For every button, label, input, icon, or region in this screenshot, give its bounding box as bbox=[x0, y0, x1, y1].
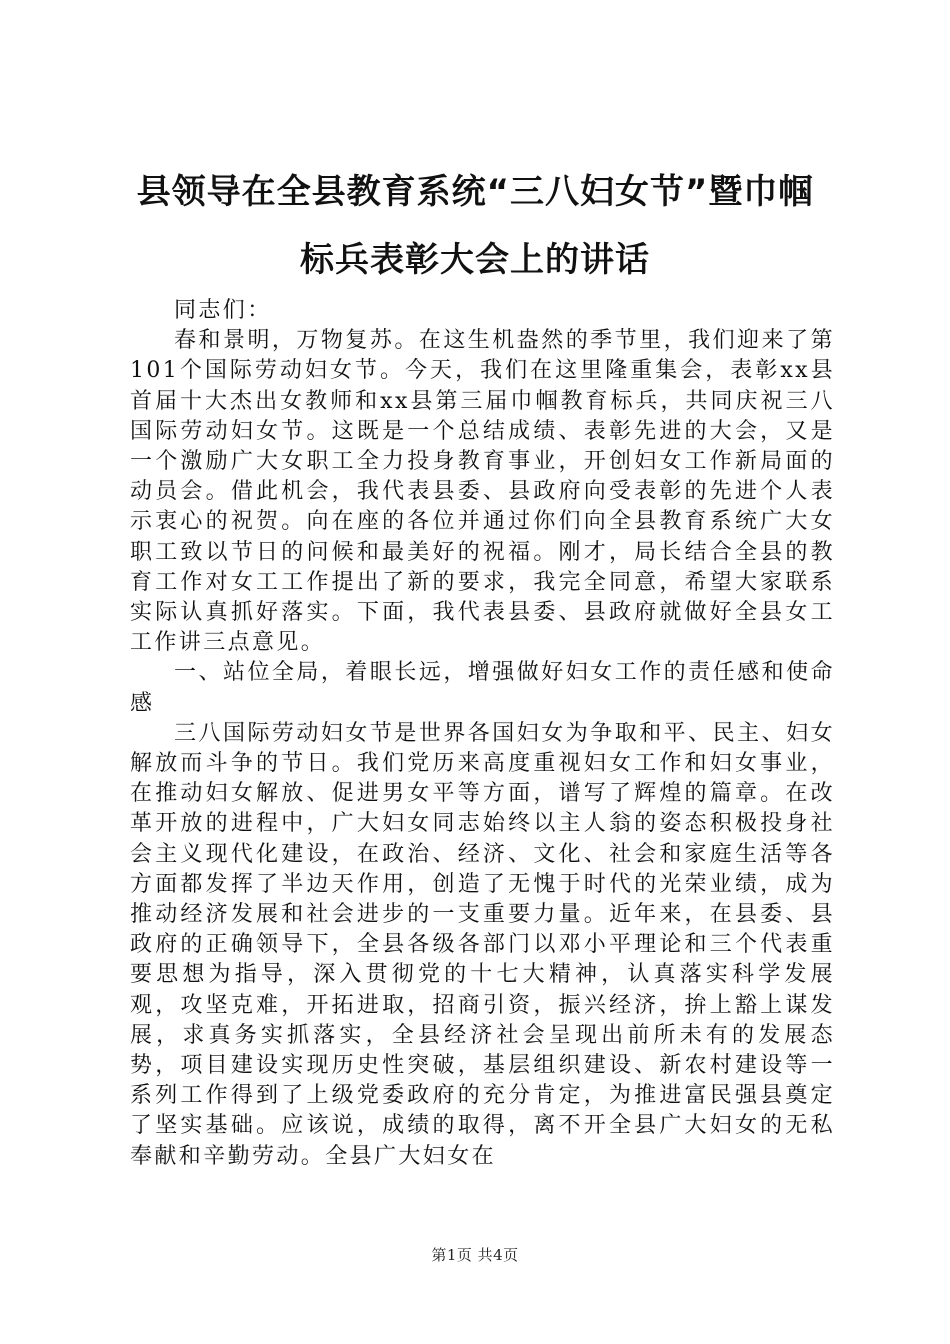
title-line-1: 县领导在全县教育系统“三八妇女节”暨巾帼 bbox=[136, 172, 814, 212]
paragraph-intro: 春和景明，万物复苏。在这生机盎然的季节里，我们迎来了第101个国际劳动妇女节。今天，我们在这里隆重集会，表彰xx县首届十大杰出女教师和xx县第三届巾帼教育标兵，共同庆祝三八国际劳动妇女节。这既是一个总结成绩、表彰先进的大会，又是一个激励广大女职工全力投身教育事业，开创妇女工作新局面的动员会。借此机会，我代表县委、县政府向受表彰的先进个人表示衷心的祝贺。向在座的各位并通过你们向全县教育系统广大女职工致以节日的问候和最美好的祝福。刚才，局长结合全县的教育工作对女工工作提出了新的要求，我完全同意，希望大家联系实际认真抓好落实。下面，我代表县委、县政府就做好全县女工工作讲三点意见。 bbox=[130, 328, 835, 656]
document-body bbox=[130, 296, 835, 1172]
title-line-2: 标兵表彰大会上的讲话 bbox=[300, 240, 650, 280]
paragraph-section-1: 三八国际劳动妇女节是世界各国妇女为争取和平、民主、妇女解放而斗争的节日。我们党历来高度重视妇女工作和妇女事业，在推动妇女解放、促进男女平等方面，谱写了辉煌的篇章。在改革开放的进程中，广大妇女同志始终以主人翁的姿态积极投身社会主义现代化建设，在政治、经济、文化、社会和家庭生活等各方面都发挥了半边天作用，创造了无愧于时代的光荣业绩，成为推动经济发展和社会进步的一支重要力量。近年来，在县委、县政府的正确领导下，全县各级各部门以邓小平理论和三个代表重要思想为指导，深入贯彻党的十七大精神，认真落实科学发展观，攻坚克难，开拓进取，招商引资，振兴经济，拚上豁上谋发展，求真务实抓落实，全县经济社会呈现出前所未有的发展态势，项目建设实现历史性突破，基层组织建设、新农村建设等一系列工作得到了上级党委政府的充分肯定，为推进富民强县奠定了坚实基础。应该说，成绩的取得，离不开全县广大妇女的无私奉献和辛勤劳动。全县广大妇女在 bbox=[130, 720, 835, 1169]
section-heading-1: 一、站位全局，着眼长远，增强做好妇女工作的责任感和使命感 bbox=[130, 660, 835, 716]
page-footer: 第1页 共4页 bbox=[431, 1246, 519, 1264]
salutation: 同志们： bbox=[174, 298, 272, 323]
page-title bbox=[100, 158, 850, 294]
